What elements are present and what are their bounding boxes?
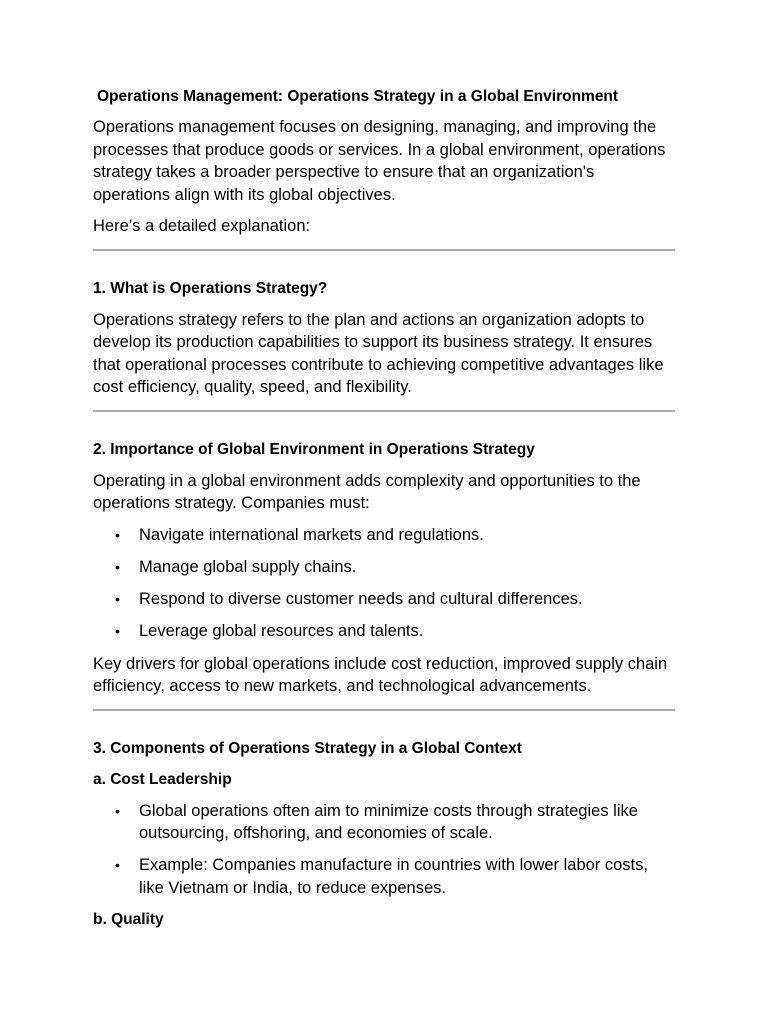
section-3a-heading: a. Cost Leadership — [93, 770, 232, 788]
section-2-bullet-list — [93, 524, 675, 643]
intro-paragraph: Operations management focuses on designing, managing, and improving the processes that produce goods or services. In a global environment, operations strategy takes a broader perspective to ensure that an organization's operations align with its global objectives. — [93, 118, 666, 204]
bullet-icon: • — [115, 623, 120, 640]
bullet-icon: • — [115, 526, 120, 543]
list-item — [93, 620, 675, 643]
bullet-icon: • — [115, 857, 120, 874]
section-2-body: Operating in a global environment adds complexity and opportunities to the operations strategy. Companies must: — [93, 471, 641, 512]
section-3a-bullet-list — [93, 800, 675, 900]
section-2-closing: Key drivers for global operations include cost reduction, improved supply chain efficiency, access to new markets, and technological advancements. — [93, 654, 668, 696]
bullet-icon: • — [115, 802, 120, 819]
list-item-text: Example: Companies manufacture in countries with lower labor costs, like Vietnam or India, to reduce expenses. — [139, 856, 648, 897]
intro-lead: Here’s a detailed explanation: — [93, 217, 311, 235]
list-item-text: Navigate international markets and regulations. — [139, 525, 484, 544]
list-item — [93, 588, 675, 611]
section-divider — [93, 709, 675, 711]
list-item-text: Global operations often aim to minimize costs through strategies like outsourcing, offshoring, and economies of scale. — [139, 801, 638, 843]
section-3-heading: 3. Components of Operations Strategy in a Global Context — [93, 739, 522, 757]
section-divider — [93, 249, 675, 251]
section-1-heading: 1. What is Operations Strategy? — [93, 279, 328, 297]
section-2-heading: 2. Importance of Global Environment in Operations Strategy — [93, 440, 535, 458]
list-item — [93, 556, 675, 579]
list-item — [93, 524, 675, 547]
document-title: Operations Management: Operations Strategy in a Global Environment — [97, 88, 619, 105]
list-item — [93, 800, 675, 845]
bullet-icon: • — [115, 591, 120, 608]
document-page — [93, 86, 675, 940]
list-item-text: Manage global supply chains. — [139, 557, 357, 576]
list-item — [93, 854, 675, 899]
list-item-text: Leverage global resources and talents. — [139, 622, 424, 641]
section-3b-heading: b. Quality — [93, 911, 164, 929]
section-1-body: Operations strategy refers to the plan and actions an organization adopts to develop its production capabilities to support its business strategy. It ensures that operational processes contribute to achieving competitive advantages like cost efficiency, quality, speed, and flexibility. — [93, 310, 664, 396]
list-item-text: Respond to diverse customer needs and cultural differences. — [139, 590, 583, 609]
bullet-icon: • — [115, 558, 120, 575]
section-divider — [93, 410, 675, 412]
